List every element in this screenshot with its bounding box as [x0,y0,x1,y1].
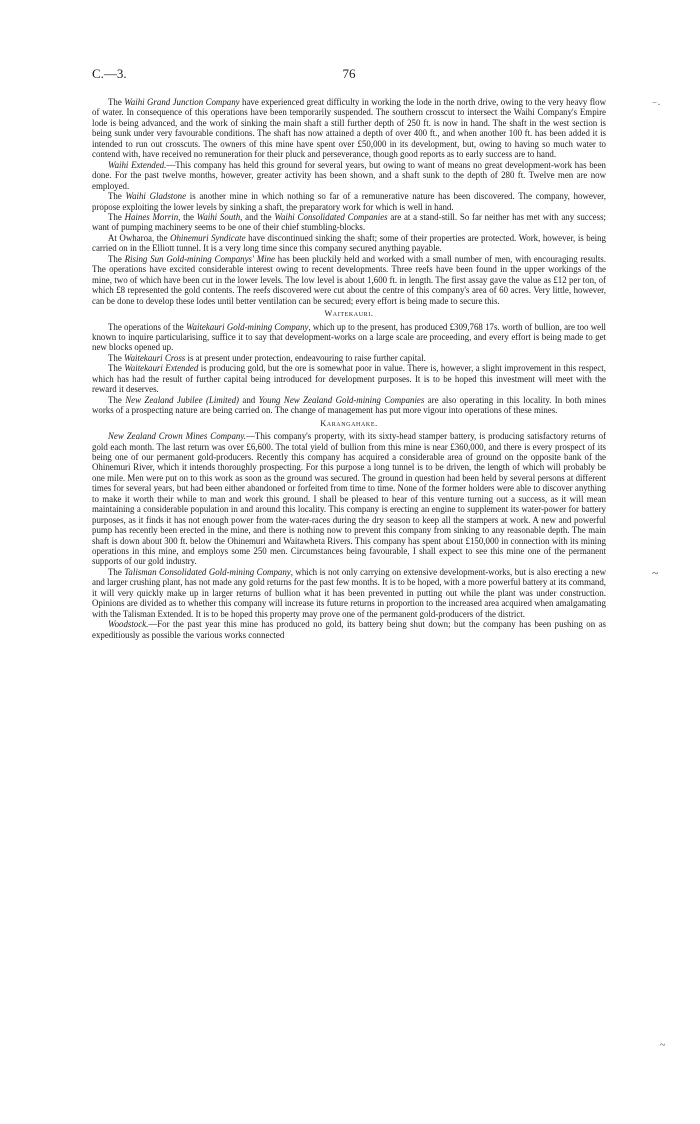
paragraph [92,619,606,640]
text-run: have discontinued sinking the shaft; some of their properties are protected. Work, however, is being carried on in the Elliott tunnel. It is a very long time since this company secured anything payable. [92,232,606,254]
text-run: The [108,352,125,363]
italic-text: Haines Morrin [124,211,179,222]
margin-mark: ⁻· [652,100,661,111]
italic-text: New Zealand Jubilee (Limited) [125,394,239,405]
paragraph [92,363,606,394]
italic-text: Rising Sun Gold-mining Companys' Mine [124,253,275,264]
paragraph [92,353,606,363]
italic-text: Woodstock. [108,619,149,630]
italic-text: Waihi Grand Junction Company [124,97,240,107]
italic-text: Waitekauri Extended [124,363,199,374]
text-run: Waitekauri. [324,309,374,319]
text-run: , and the [240,211,275,222]
text-run: Karangahake. [320,418,378,428]
text-run: The [108,97,125,107]
margin-mark: ~ [660,1040,666,1051]
text-run: —This company's property, with its sixty-head stamper battery, is producing satisfactory returns of gold each month. The last return was over £6,600. The total yield of bullion from this mine is near £360,000, and there is every prospect of its being one of our permanent gold-producers. Recently this company has acquired a considerable area of ground on the opposite bank of the Ohinemuri River, which it intends thoroughly prospecting. For this purpose a long tunnel is to be driven, the length of which will probably be one mile. Men were put on to this work as soon as the ground was secured. The ground in question had been held by several persons at different times for several years, but had been either abandoned or forfeited from time to time. None of the former holders were able to discover anything to make it worth their while to man and work this ground. I shall be pleased to hear of this venture turning out a success, as it will mean maintaining a considerable population in and around this locality. This company is erecting an engine to supplement its water-power for battery purposes, as it finds it has not enough power from the water-races during the dry season to keep all the stampers at work. A new and powerful pump has recently been erected in the mine, and there is nothing now to prevent this company from sinking to any reasonable depth. The main shaft is down about 300 ft. below the Ohinemuri and Waitawheta Rivers. This company has spent about £150,000 in connection with its mining operations in this mine, and employs some 250 men. Circumstances being favourable, I shall expect to see this mine one of the permanent supports of our gold industry. [92,431,606,567]
page-number: 76 [342,66,356,81]
paragraph [92,97,606,160]
italic-text: Waihi Consolidated Companies [274,211,388,222]
text-run: , the [178,211,197,222]
paragraph [92,567,606,619]
series-label: C.—3. [92,66,127,81]
paragraph [92,395,606,416]
text-run: , which is not only carrying on extensive development-works, but is also erecting a new and larger crushing plant, has not made any gold returns for the past few months. It is to be hoped, with a more powerful battery at its command, it will very quickly make up in larger returns of bullion what it has been prevented in putting out while the plant was under construction. Opinions are divided as to whether this company will increase its future returns in proportion to the increased area acquired when amalgamating with the Talisman Extended. It is to be hoped this property may prove one of the permanent gold-producers of the district. [92,566,606,619]
italic-text: Waitekauri Gold-mining Company [185,321,309,332]
text-run: —This company has held this ground for several years, but owing to want of means no great development-work has been done. For the past twelve months, however, greater activity has been shown, and a shaft sunk to the depth of 280 ft. Twelve men are now employed. [92,159,606,191]
paragraph [92,322,606,353]
paragraph [92,233,606,254]
text-run: —For the past year this mine has produced no gold, its battery being shut down; but the company has been pushing on as expeditiously as possible the various works connected [92,619,606,640]
text-run: The [108,211,125,222]
italic-text: Waihi Extended. [108,159,167,170]
section-heading [92,309,606,319]
paragraph [92,431,606,567]
italic-text: Waihi Gladstone [125,191,187,202]
text-run: The operations of the [108,321,186,332]
text-run: The [108,394,126,405]
text-run: has been pluckily held and worked with a small number of men, with encouraging results. The operations have excited considerable interest owing to recent developments. Three reefs have been found in the upper workings of the mine, two of which have been cut in the lower levels. The low level is about 1,600 ft. in length. The first assay gave the value as £12 per ton, of which £8 represented the gold contents. The reefs discovered were cut about the centre of this company's area of 60 acres. Very little, however, can be done to develop these lodes until better ventilation can be secured; every effort is being made to secure this. [92,253,606,306]
document-body [92,97,606,640]
text-run: The [108,253,125,264]
text-run: At Owharoa, the [108,232,171,243]
italic-text: Talisman Consolidated Gold-mining Company [124,566,291,577]
text-run: is another mine in which nothing so far of a remunerative nature has been discovered. The company, however, propose exploiting the lower levels by sinking a shaft, the preparatory work for which is well in hand. [92,191,606,212]
margin-mark: ~ [652,566,659,580]
italic-text: Ohinemuri Syndicate [170,232,246,243]
text-run: are at a stand-still. So far neither has met with any success; want of pumping machinery seems to be one of their chief stumbling-blocks. [92,211,606,233]
text-run: , which up to the present, has produced £309,768 17s. worth of bullion, are too well known to inquire particularising, suffice it to say that development-works on a large scale are proceeding, and every effort is being made to get new blocks opened up. [92,321,606,353]
italic-text: Young New Zealand Gold-mining Companies [258,394,425,405]
text-run: and [238,394,259,405]
italic-text: Waihi South [196,211,241,222]
section-heading [92,419,606,429]
text-run: is at present under protection, endeavouring to raise further capital. [185,352,426,363]
text-run: The [108,363,125,374]
italic-text: New Zealand Crown Mines Company. [108,431,247,442]
text-run: are also operating in this locality. In both mines works of a prospecting nature are being carried on. The change of management has put more vigour into operations of these mines. [92,394,606,416]
text-run: The [108,566,125,577]
paragraph [92,160,606,191]
paragraph [92,254,606,306]
running-head [92,66,606,82]
text-run: is producing gold, but the ore is somewhat poor in value. There is, however, a slight improvement in this respect, which has had the result of further capital being introduced for development purposes. It is to be hoped this investment will meet with the reward it deserves. [92,363,606,395]
paragraph [92,191,606,212]
text-run: The [108,191,126,202]
text-run: have experienced great difficulty in working the lode in the north drive, owing to the very heavy flow of water. In consequence of this operations have been temporarily suspended. The southern crosscut to intersect the Waihi Company's Empire lode is being advanced, and the work of sinking the main shaft a still further depth of 250 ft. is now in hand. The shaft in the west section is being sunk under very favourable conditions. The shaft has now attained a depth of over 400 ft., and when another 100 ft. has been added it is intended to run out crosscuts. The owners of this mine have spent over £50,000 in its development, but, owing to having so much water to contend with, have received no remuneration for their pluck and perseverance, though good reports as to early success are to hand. [92,97,606,160]
italic-text: Waitekauri Cross [124,352,186,363]
paragraph [92,212,606,233]
